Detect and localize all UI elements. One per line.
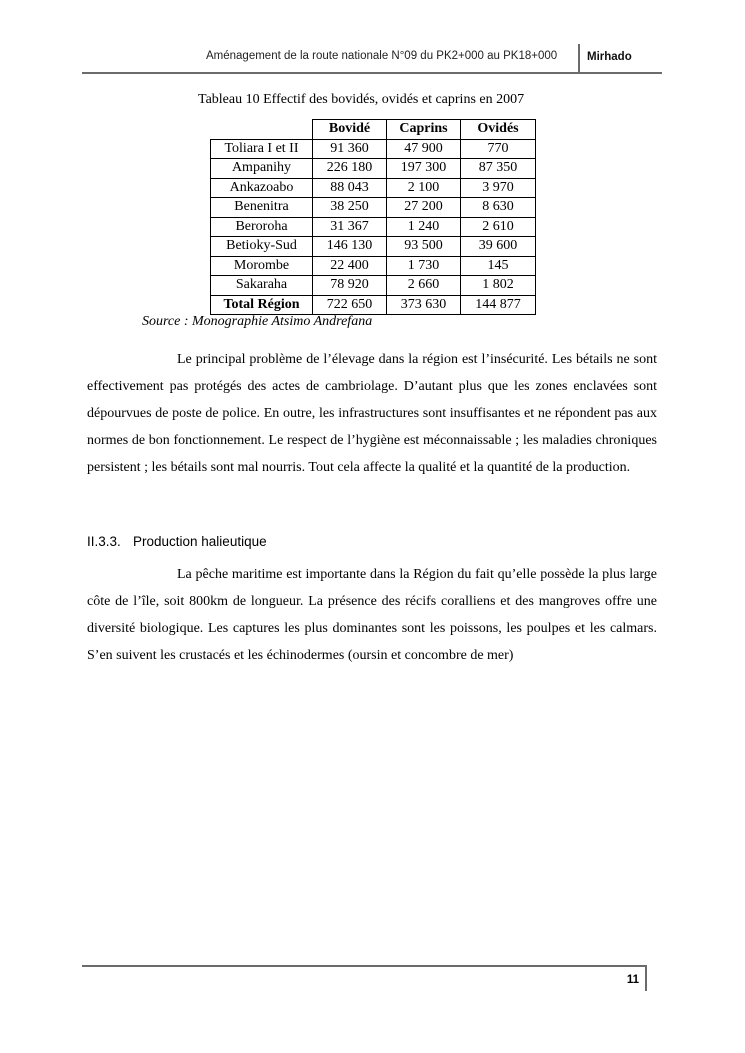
table-cell: 78 920 [313,276,387,296]
table-cell: 38 250 [313,198,387,218]
table-cell: 31 367 [313,217,387,237]
page-header [82,44,662,74]
table-row [211,217,536,237]
livestock-table [210,119,536,315]
table-cell: 770 [461,139,536,159]
table-cell: 27 200 [387,198,461,218]
table-cell: 373 630 [387,295,461,315]
table-cell: Total Région [211,295,313,315]
table-row [211,178,536,198]
footer-divider [645,967,647,991]
header-brand: Mirhado [587,51,632,63]
table-cell: 22 400 [313,256,387,276]
table-cell: 1 802 [461,276,536,296]
page-number: 11 [626,974,639,986]
header-divider [578,44,580,72]
table-cell: 39 600 [461,237,536,257]
table-cell: 145 [461,256,536,276]
table-cell: Benenitra [211,198,313,218]
table-row [211,139,536,159]
table-cell: 722 650 [313,295,387,315]
table-header-cell: Bovidé [313,120,387,140]
table-cell: 146 130 [313,237,387,257]
table-cell: 47 900 [387,139,461,159]
table-cell: 2 100 [387,178,461,198]
table-header-cell [211,120,313,140]
table-cell: 2 610 [461,217,536,237]
paragraph-elevage: Le principal problème de l’élevage dans la région est l’insécurité. Les bétails ne sont effectivement pas protégés des actes de cambriolage. D’autant plus que les zones enclavées sont dépourvues de poste de police. En outre, les infrastructures sont insuffisantes et ne répondent pas aux normes de bon fonctionnement. Le respect de l’hygiène est méconnaissable ; les maladies chroniques persistent ; les bétails sont mal nourris. Tout cela affecte la qualité et la quantité de la production. [87,352,657,475]
table-cell: 1 240 [387,217,461,237]
section-title: Production halieutique [133,534,267,549]
table-cell: Morombe [211,256,313,276]
table-cell: Toliara I et II [211,139,313,159]
table-row [211,159,536,179]
table-header-cell: Caprins [387,120,461,140]
table-total-row [211,295,536,315]
table-cell: 144 877 [461,295,536,315]
table-source: Source : Monographie Atsimo Andrefana [142,314,373,329]
table-cell: Sakaraha [211,276,313,296]
table-row [211,198,536,218]
table-row [211,256,536,276]
table-header-row [211,120,536,140]
table-cell: Ampanihy [211,159,313,179]
table-cell: 197 300 [387,159,461,179]
table-row [211,276,536,296]
paragraph-peche: La pêche maritime est importante dans la Région du fait qu’elle possède la plus large côte de l’île, soit 800km de longueur. La présence des récifs coralliens et des mangroves offre une diversité biologique. Les captures les plus dominantes sont les poissons, les poulpes et les calmars. S’en suivent les crustacés et les échinodermes (oursin et concombre de mer) [87,567,657,663]
table-caption: Tableau 10 Effectif des bovidés, ovidés et caprins en 2007 [198,92,525,107]
section-heading [87,534,267,549]
table-row [211,237,536,257]
table-cell: 3 970 [461,178,536,198]
table-cell: 8 630 [461,198,536,218]
table-cell: Betioky-Sud [211,237,313,257]
table-cell: 2 660 [387,276,461,296]
table-cell: 93 500 [387,237,461,257]
header-title: Aménagement de la route nationale N°09 du PK2+000 au PK18+000 [206,50,558,62]
table-cell: Ankazoabo [211,178,313,198]
section-number: II.3.3. [87,534,121,549]
table-cell: 87 350 [461,159,536,179]
table-header-cell: Ovidés [461,120,536,140]
table-cell: 226 180 [313,159,387,179]
table-cell: 88 043 [313,178,387,198]
table-cell: Beroroha [211,217,313,237]
table-cell: 91 360 [313,139,387,159]
page-footer [82,965,647,991]
table-cell: 1 730 [387,256,461,276]
